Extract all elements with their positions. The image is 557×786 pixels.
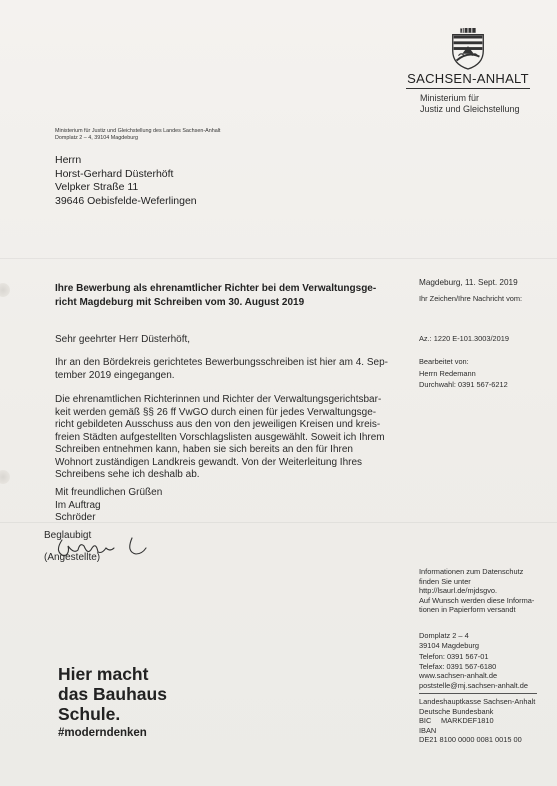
body-line: Ihr an den Bördekreis gerichtetes Bewerbungsschreiben ist hier am 4. Sep-: [55, 357, 388, 368]
campaign-line: Hier macht: [58, 664, 149, 684]
privacy-notice: Informationen zum Datenschutz finden Sie unter http://lsaurl.de/mjdsgvo. Auf Wunsch werden diese Informa- tionen in Papierform versandt: [419, 567, 535, 615]
date-block: [419, 278, 522, 303]
direct-phone: Durchwahl: 0391 567-6212: [419, 380, 508, 390]
body-line: keit werden gemäß §§ 26 ff VwGO durch einen für jedes Verwaltungsge-: [55, 406, 377, 418]
closing-signer-name: Schröder: [55, 512, 96, 523]
iban-value: DE21 8100 0000 0081 0015 00: [419, 735, 522, 745]
campaign-line: das Bauhaus: [58, 684, 167, 704]
body-line: Schreibens sehe ich deshalb ab.: [55, 469, 200, 480]
body-paragraph-2: [55, 394, 403, 482]
handled-by-name: Herrn Redemann: [419, 368, 476, 378]
handled-by-label: Bearbeitet von:: [419, 357, 469, 366]
sender-line: [55, 128, 220, 142]
handwritten-signature: [36, 532, 166, 562]
handled-by-block: [419, 357, 508, 390]
sender-line-2: Domplatz 2 – 4, 39104 Magdeburg: [55, 135, 139, 141]
subject-line-1: Ihre Bewerbung als ehrenamtlicher Richter bei dem Verwaltungsge-: [55, 283, 377, 294]
website: www.sachsen-anhalt.de: [419, 671, 498, 681]
recipient-salutation: Herrn: [55, 154, 82, 166]
fax-number: Telefax: 0391 567-6180: [419, 661, 497, 671]
recipient-city: 39646 Oebisfelde-Weferlingen: [55, 194, 197, 207]
letter-date: Magdeburg, 11. Sept. 2019: [419, 278, 518, 287]
closing-on-behalf: Im Auftrag: [55, 499, 101, 511]
body-line: freien Städten aufgestellten Vorschlagslisten ausgewählt. Soweit ich Ihrem: [55, 431, 385, 443]
recipient-name: Horst-Gerhard Düsterhöft: [55, 167, 174, 180]
state-name: SACHSEN-ANHALT: [407, 71, 529, 86]
certification-label: Beglaubigt: [44, 530, 92, 541]
sender-line-1: Ministerium für Justiz und Gleichstellung des Landes Sachsen-Anhalt: [55, 128, 221, 134]
body-line: Wohnort zuständigen Landkreis gewandt. Von der Weiterleitung Ihres: [55, 456, 363, 468]
body-line: Schreiben entnehmen kann, haben sie sich bereits an den für Ihren: [55, 444, 353, 455]
coat-of-arms-icon: [448, 28, 488, 70]
bank-divider: [419, 693, 537, 694]
letterhead-logo: [406, 28, 530, 115]
bic-label: BIC: [419, 716, 432, 726]
contact-block: [419, 652, 528, 690]
subject-line-2: richt Magdeburg mit Schreiben vom 30. August 2019: [55, 296, 305, 308]
greeting: Sehr geehrter Herr Düsterhöft,: [55, 334, 191, 345]
body-line: tember 2019 eingegangen.: [55, 369, 175, 381]
file-number: Az.: 1220 E-101.3003/2019: [419, 334, 509, 343]
closing-greeting: Mit freundlichen Grüßen: [55, 487, 163, 498]
letterhead-divider: [406, 88, 530, 89]
recipient-street: Velpker Straße 11: [55, 181, 139, 193]
campaign-line: Schule.: [58, 704, 121, 724]
punch-hole: [0, 470, 10, 484]
body-line: Die ehrenamtlichen Richterinnen und Richter der Verwaltungsgerichtsbar-: [55, 394, 382, 405]
email-address: poststelle@mj.sachsen-anhalt.de: [419, 680, 528, 690]
body-paragraph-1: [55, 357, 403, 382]
subject-line: [55, 282, 400, 309]
phone-number: Telefon: 0391 567-01: [419, 652, 489, 661]
punch-hole: [0, 283, 10, 297]
bic-value: MARKDEF1810: [441, 716, 494, 726]
bank-details: Landeshauptkasse Sachsen-Anhalt Deutsche Bundesbank BIC MARKDEF1810 IBAN DE21 8100 0000 0081 0015 00: [419, 697, 536, 745]
fold-line: [0, 258, 557, 259]
campaign-hashtag: #moderndenken: [58, 727, 147, 739]
privacy-url: http://lsaurl.de/mjdsgvo.: [419, 586, 498, 596]
iban-label: IBAN: [419, 725, 437, 735]
reference-label: Ihr Zeichen/Ihre Nachricht vom:: [419, 293, 523, 303]
ministry-line: Justiz und Gleichstellung: [420, 104, 520, 114]
ministry-address: Domplatz 2 – 4 39104 Magdeburg: [419, 631, 479, 650]
closing-block: [55, 487, 162, 525]
ministry-name: [406, 93, 530, 115]
ministry-line: Ministerium für: [420, 93, 480, 103]
certification-role: (Angestellte): [44, 551, 101, 563]
recipient-address: [55, 154, 197, 208]
body-line: richt gebildeten Ausschuss aus den von den jeweiligen Kreisen und kreis-: [55, 419, 381, 430]
bauhaus-campaign: [58, 664, 167, 741]
